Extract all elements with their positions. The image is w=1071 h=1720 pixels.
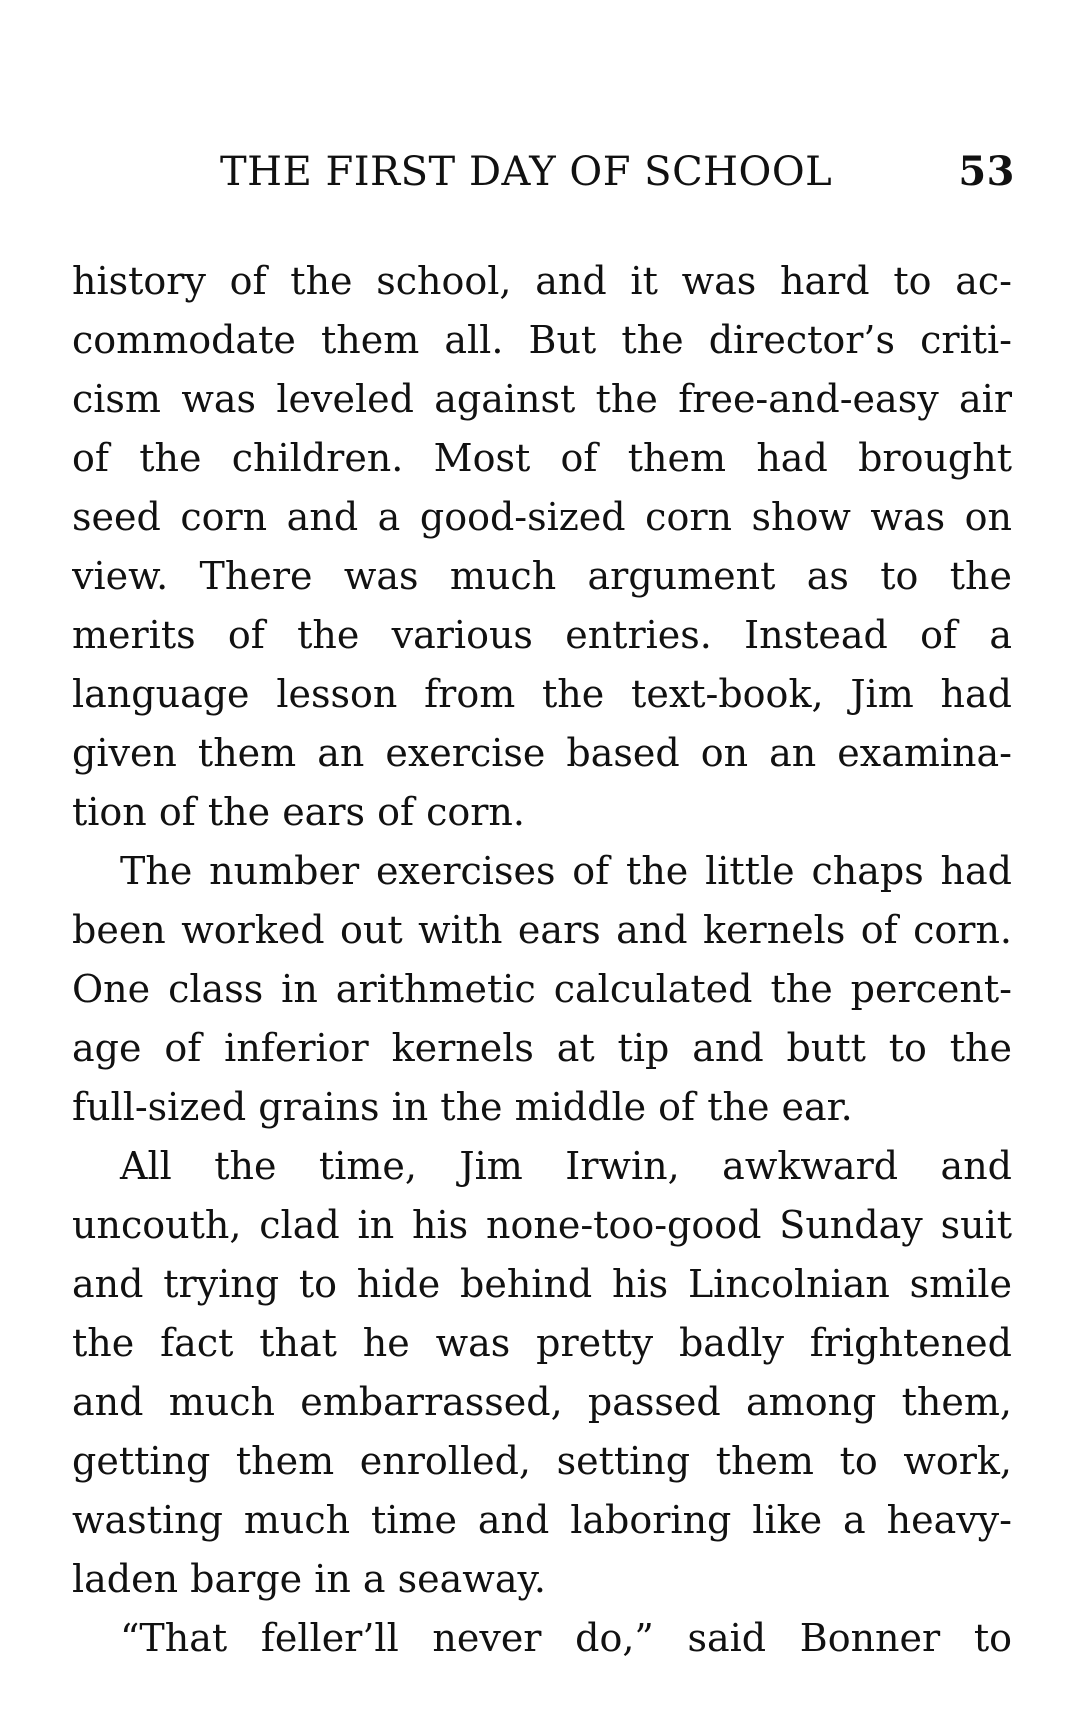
text-line: The number exercises of the little chaps had [120,849,1012,893]
text-line: given them an exercise based on an examina- [72,731,1012,775]
text-line: and trying to hide behind his Lincolnian smile [72,1262,1012,1306]
body-text [72,252,1012,1668]
page-number: 53 [958,148,1015,195]
text-line: the fact that he was pretty badly frightened [72,1321,1012,1365]
running-head [220,148,1015,204]
text-line: of the children. Most of them had brought [72,436,1012,480]
text-line: language lesson from the text-book, Jim had [72,672,1012,716]
text-line: uncouth, clad in his none-too-good Sunday suit [72,1203,1012,1247]
paragraph [72,1137,1012,1609]
text-line: merits of the various entries. Instead of a [72,613,1012,657]
text-line: cism was leveled against the free-and-easy air [72,377,1012,421]
text-line: and much embarrassed, passed among them, [72,1380,1012,1424]
paragraph [72,1609,1012,1668]
text-line: All the time, Jim Irwin, awkward and [120,1144,1012,1188]
paragraph [72,252,1012,842]
text-line: full-sized grains in the middle of the ear. [72,1085,853,1129]
text-line: view. There was much argument as to the [72,554,1012,598]
text-line: age of inferior kernels at tip and butt to the [72,1026,1012,1070]
text-line: been worked out with ears and kernels of corn. [72,908,1012,952]
text-line: laden barge in a seaway. [72,1557,546,1601]
chapter-title: THE FIRST DAY OF SCHOOL [220,149,833,195]
text-line: getting them enrolled, setting them to work, [72,1439,1012,1483]
paragraph [72,842,1012,1137]
text-line: commodate them all. But the director’s criti- [72,318,1012,362]
text-line: One class in arithmetic calculated the percent- [72,967,1012,1011]
text-line: history of the school, and it was hard to ac- [72,259,1012,303]
text-line: wasting much time and laboring like a heavy- [72,1498,1012,1542]
text-line: tion of the ears of corn. [72,790,525,834]
text-line: seed corn and a good-sized corn show was on [72,495,1012,539]
text-line: “That feller’ll never do,” said Bonner to [120,1616,1012,1660]
